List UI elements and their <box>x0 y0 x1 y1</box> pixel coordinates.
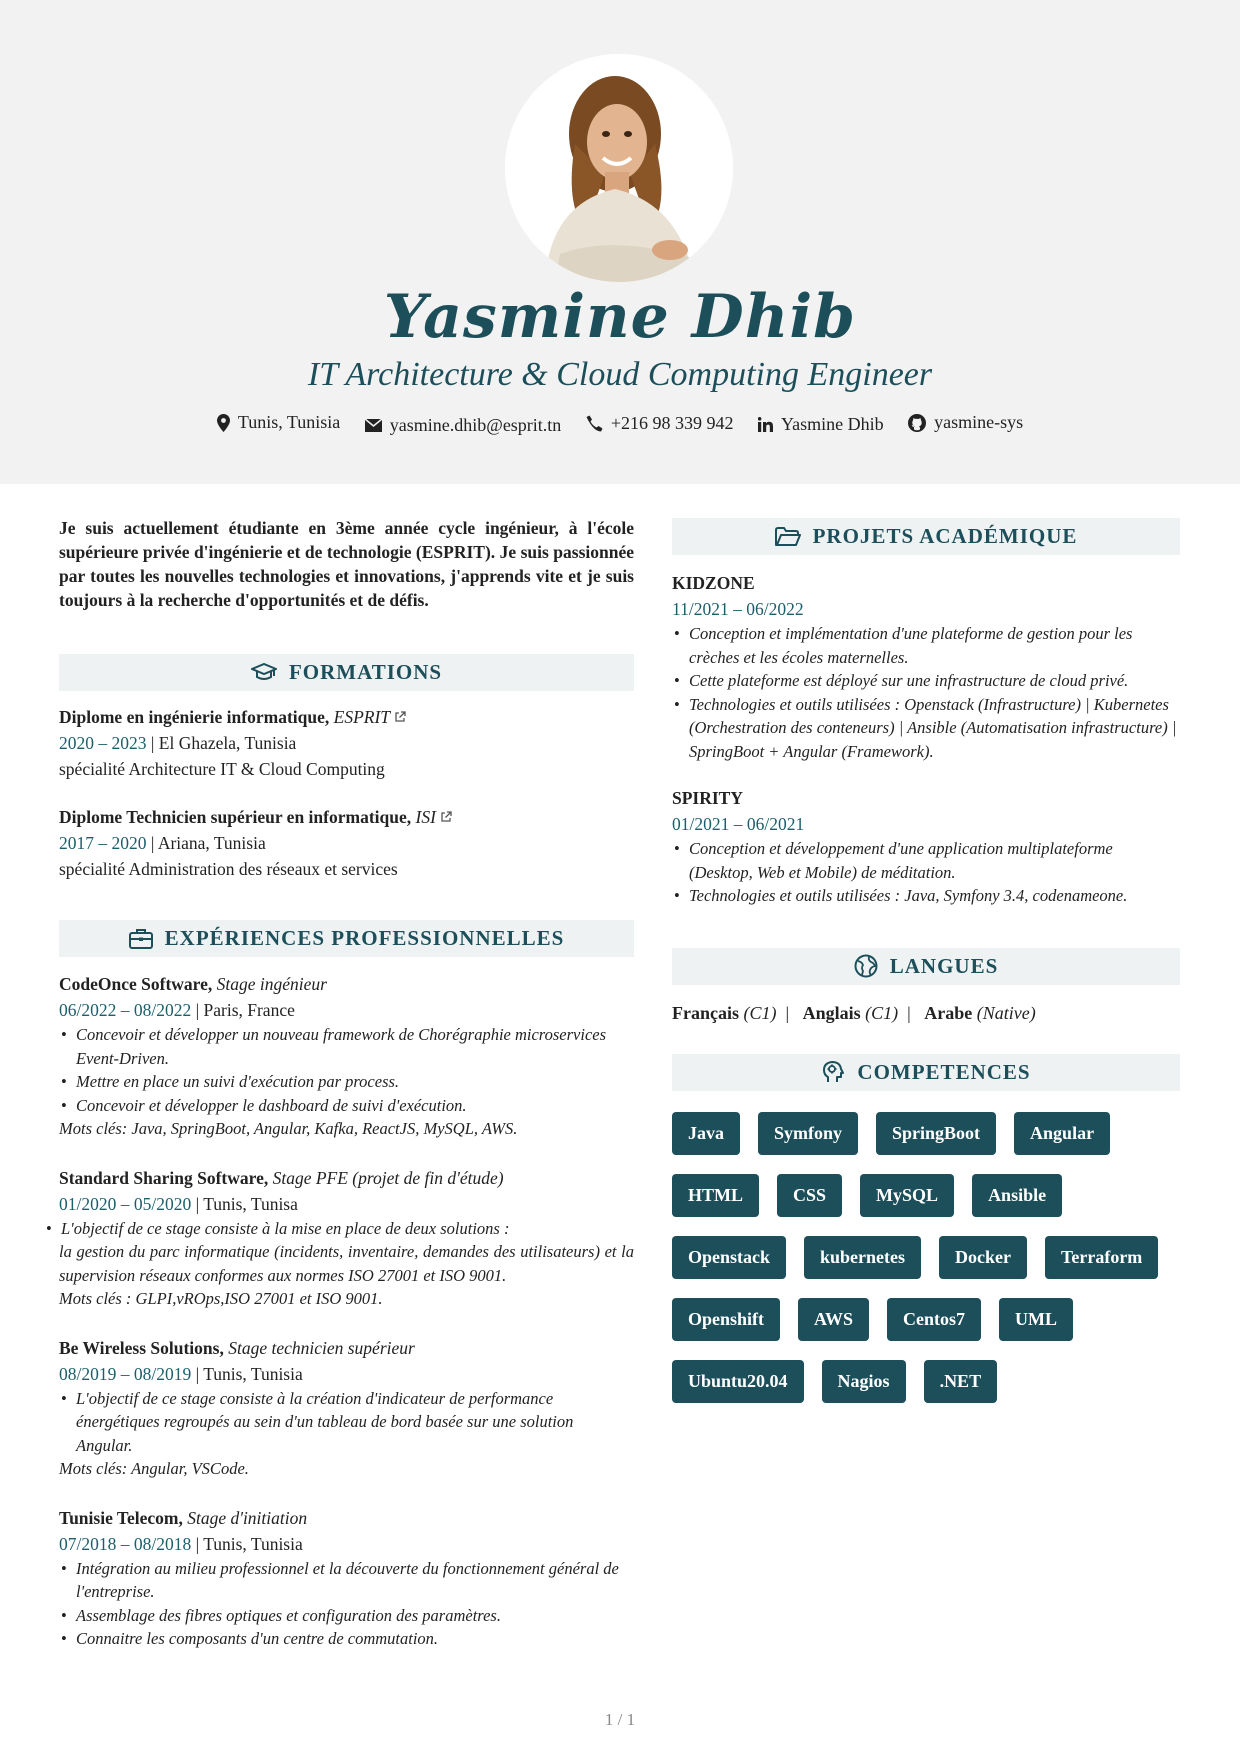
skill-tag: Ansible <box>972 1174 1062 1217</box>
skill-tag: Angular <box>1014 1112 1110 1155</box>
skill-tag: HTML <box>672 1174 759 1217</box>
project-bullet: • Conception et implémentation d'une plateforme de gestion pour les crèches et les écoles maternelles. <box>672 622 1180 669</box>
experience-company: Tunisie Telecom, <box>59 1507 183 1528</box>
skill-tag: Symfony <box>758 1112 858 1155</box>
experience-company: Standard Sharing Software, <box>59 1167 269 1188</box>
contact-linkedin-text: Yasmine Dhib <box>780 413 884 434</box>
formation-school-link[interactable]: ISI <box>415 807 436 827</box>
contact-phone[interactable] <box>586 413 734 434</box>
formation-location: Ariana, Tunisia <box>157 833 266 853</box>
contact-email-text: yasmine.dhib@esprit.tn <box>389 414 562 435</box>
language-level: (Native) <box>976 1002 1036 1023</box>
skill-tag: Terraform <box>1045 1236 1158 1279</box>
project-bullet: • Cette plateforme est déployé sur une infrastructure de cloud privé. <box>672 669 1180 693</box>
skill-tag: MySQL <box>860 1174 954 1217</box>
formation-degree: Diplome en ingénierie informatique, <box>59 707 330 727</box>
github-icon <box>908 414 926 432</box>
project-name: SPIRITY <box>672 788 743 808</box>
formation-specialty: spécialité Administration des réseaux et services <box>59 859 398 879</box>
formation-location: El Ghazela, Tunisia <box>158 733 297 753</box>
formation-specialty: spécialité Architecture IT & Cloud Computing <box>59 759 385 779</box>
language-name: Arabe <box>924 1002 973 1023</box>
page-number: 1 / 1 <box>604 1710 636 1729</box>
experience-bullet: • Concevoir et développer un nouveau framework de Chorégraphie microservices Event-Driven. <box>59 1023 634 1070</box>
skill-tag: Nagios <box>822 1360 906 1403</box>
language-name: Français <box>672 1002 739 1023</box>
language-level: (C1) <box>743 1002 777 1023</box>
contact-phone-text: +216 98 339 942 <box>610 412 734 433</box>
briefcase-icon <box>129 928 153 949</box>
experience-bullet: • L'objectif de ce stage consiste à la mise en place de deux solutions : <box>44 1217 634 1241</box>
contact-bar <box>0 412 1240 437</box>
experience-location: Tunis, Tunisia <box>203 1533 303 1554</box>
folder-icon <box>775 527 801 547</box>
profile-photo <box>505 54 733 282</box>
contact-email[interactable] <box>365 415 562 436</box>
contact-location-text: Tunis, Tunisia <box>237 412 341 432</box>
project-name: KIDZONE <box>672 573 755 593</box>
envelope-icon <box>365 419 382 432</box>
skill-tag: Java <box>672 1112 740 1155</box>
experience-location: Tunis, Tunisia <box>203 1363 303 1384</box>
skills-grid <box>672 1112 1180 1422</box>
experience-location: Tunis, Tunisa <box>203 1193 298 1214</box>
experience-bullet: • L'objectif de ce stage consiste à la création d'indicateur de performance énergétiques regroupés au sein d'un tableau de bord basée sur une solution Angular. <box>59 1387 584 1458</box>
experience-keywords: Mots clés: Angular, VSCode. <box>59 1459 249 1478</box>
project-date: 01/2021 – 06/2021 <box>672 814 805 834</box>
right-column <box>672 518 1180 1422</box>
experience-role: Stage ingénieur <box>216 974 327 994</box>
phone-icon <box>586 415 603 432</box>
external-link-icon[interactable] <box>440 811 452 823</box>
experience-bullet: • Assemblage des fibres optiques et configuration des paramètres. <box>59 1604 634 1628</box>
experience-keywords: Mots clés: Java, SpringBoot, Angular, Kafka, ReactJS, MySQL, AWS. <box>59 1119 518 1138</box>
summary-text: Je suis actuellement étudiante en 3ème année cycle ingénieur, à l'école supérieure privée d'ingénierie et de technologie (ESPRIT). Je suis passionnée par toutes les nouvelles technologies et innovations, j'apprends vite et je suis toujours à la recherche d'opportunités et de défis. <box>59 518 634 610</box>
experience-keywords: Mots clés : GLPI,vROps,ISO 27001 et ISO 9001. <box>59 1289 383 1308</box>
language-level: (C1) <box>865 1002 899 1023</box>
skill-tag: SpringBoot <box>876 1112 996 1155</box>
contact-github[interactable] <box>908 412 1023 433</box>
contact-location <box>217 412 340 433</box>
project-date: 11/2021 – 06/2022 <box>672 599 804 619</box>
skill-tag: UML <box>999 1298 1073 1341</box>
experience-role: Stage PFE (projet de fin d'étude) <box>272 1167 504 1188</box>
experience-bullet: • Connaitre les composants d'un centre de commutation. <box>59 1627 634 1651</box>
experience-company: Be Wireless Solutions, <box>59 1337 224 1358</box>
formation-school-link[interactable]: ESPRIT <box>333 707 391 727</box>
skill-tag: Openstack <box>672 1236 786 1279</box>
experience-entry: CodeOnce Software, Stage ingénieur 06/2022 – 08/2022 | Paris, France • Concevoir et développer un nouveau framework de Chorégraphie microservices Event-Driven. • Mettre en place un suivi d'exécution par process. • Concevoir et développer le dashboard de suivi d'exécution. Mots clés: Java, SpringBoot, Angular, Kafka, ReactJS, MySQL, AWS. <box>59 971 634 1141</box>
skill-tag: .NET <box>924 1360 998 1403</box>
experience-bullet: • Intégration au milieu professionnel et la découverte du fonctionnement général de l'entreprise. <box>59 1557 634 1604</box>
skill-tag: kubernetes <box>804 1236 921 1279</box>
formation-date: 2017 – 2020 <box>59 833 147 853</box>
experience-date: 07/2018 – 08/2018 <box>59 1533 192 1554</box>
project-entry <box>672 785 1180 908</box>
contact-github-text: yasmine-sys <box>934 412 1024 432</box>
experience-date: 01/2020 – 05/2020 <box>59 1193 192 1214</box>
formation-degree: Diplome Technicien supérieur en informatique, <box>59 807 412 827</box>
skill-tag: AWS <box>798 1298 869 1341</box>
skill-tag: Docker <box>939 1236 1027 1279</box>
candidate-title: IT Architecture & Cloud Computing Engineer <box>307 356 933 393</box>
map-pin-icon <box>217 414 230 432</box>
skill-tag: Openshift <box>672 1298 780 1341</box>
contact-linkedin[interactable] <box>758 414 884 435</box>
experience-date: 08/2019 – 08/2019 <box>59 1363 192 1384</box>
project-bullet: • Technologies et outils utilisées : Java, Symfony 3.4, codenameone. <box>672 884 1180 908</box>
experience-description: la gestion du parc informatique (incidents, inventaire, demandes des utilisateurs) et la supervision réseaux conformes aux normes ISO 27001 et ISO 9001. <box>59 1242 634 1285</box>
section-formations-header <box>59 654 634 691</box>
globe-icon <box>854 954 878 978</box>
experience-role: Stage technicien supérieur <box>228 1337 415 1358</box>
experience-role: Stage d'initiation <box>187 1507 308 1528</box>
experience-location: Paris, France <box>203 1000 295 1020</box>
skill-tag: Centos7 <box>887 1298 981 1341</box>
section-languages-title: LANGUES <box>889 953 999 978</box>
experience-entry: Be Wireless Solutions, Stage technicien supérieur 08/2019 – 08/2019 | Tunis, Tunisia • L'objectif de ce stage consiste à la création d'indicateur de performance énergétiques regroupés au sein d'un tableau de bord basée sur une solution Angular. Mots clés: Angular, VSCode. <box>59 1335 634 1481</box>
left-column <box>59 516 634 1651</box>
section-projects-header <box>672 518 1180 555</box>
language-name: Anglais <box>802 1002 861 1023</box>
formation-entry: Diplome Technicien supérieur en informatique, ISI 2017 – 2020 | Ariana, Tunisia spécialité Administration des réseaux et services <box>59 804 634 882</box>
section-competences-header <box>672 1054 1180 1091</box>
skill-tag: CSS <box>777 1174 842 1217</box>
formation-date: 2020 – 2023 <box>59 733 147 753</box>
section-experiences-header <box>59 920 634 957</box>
section-experiences-title: EXPÉRIENCES PROFESSIONNELLES <box>164 926 565 950</box>
section-projects-title: PROJETS ACADÉMIQUE <box>812 524 1078 548</box>
experience-bullet: • Mettre en place un suivi d'exécution par process. <box>59 1070 634 1094</box>
experience-entry: Standard Sharing Software, Stage PFE (projet de fin d'étude) 01/2020 – 05/2020 | Tunis, Tunisa • L'objectif de ce stage consiste à la mise en place de deux solutions : la gestion du parc informatique (incidents, inventaire, demandes des utilisateurs) et la supervision réseaux conformes aux normes ISO 27001 et ISO 9001. Mots clés : GLPI,vROps,ISO 27001 et ISO 9001. <box>59 1165 634 1311</box>
experience-company: CodeOnce Software, <box>59 974 213 994</box>
section-competences-title: COMPETENCES <box>857 1059 1031 1084</box>
languages-list: Français (C1) | Anglais (C1) | Arabe (Native) <box>672 1002 1036 1023</box>
project-bullet: • Technologies et outils utilisées : Openstack (Infrastructure) | Kubernetes (Orchestration des conteneurs) | Ansible (Automatisation infrastructure) | SpringBoot + Angular (Framework). <box>672 693 1180 764</box>
external-link-icon[interactable] <box>394 711 406 723</box>
linkedin-icon <box>758 417 773 432</box>
project-bullet: • Conception et développement d'une application multiplateforme (Desktop, Web et Mobile) de méditation. <box>672 837 1180 884</box>
header-band <box>0 0 1240 484</box>
experience-date: 06/2022 – 08/2022 <box>59 1000 192 1020</box>
section-languages-header <box>672 948 1180 985</box>
graduation-cap-icon <box>251 663 277 683</box>
candidate-name: Yasmine Dhib <box>383 282 857 352</box>
experience-bullet: • Concevoir et développer le dashboard de suivi d'exécution. <box>59 1094 634 1118</box>
skill-tag: Ubuntu20.04 <box>672 1360 804 1403</box>
experience-entry: Tunisie Telecom, Stage d'initiation 07/2018 – 08/2018 | Tunis, Tunisia • Intégration au milieu professionnel et la découverte du fonctionnement général de l'entreprise. • Assemblage des fibres optiques et configuration des paramètres. • Connaitre les composants d'un centre de commutation. <box>59 1505 634 1651</box>
project-entry <box>672 570 1180 763</box>
section-formations-title: FORMATIONS <box>288 660 443 684</box>
brain-head-icon <box>821 1060 845 1084</box>
formation-entry: Diplome en ingénierie informatique, ESPRIT 2020 – 2023 | El Ghazela, Tunisia spécialité Architecture IT & Cloud Computing <box>59 704 634 782</box>
